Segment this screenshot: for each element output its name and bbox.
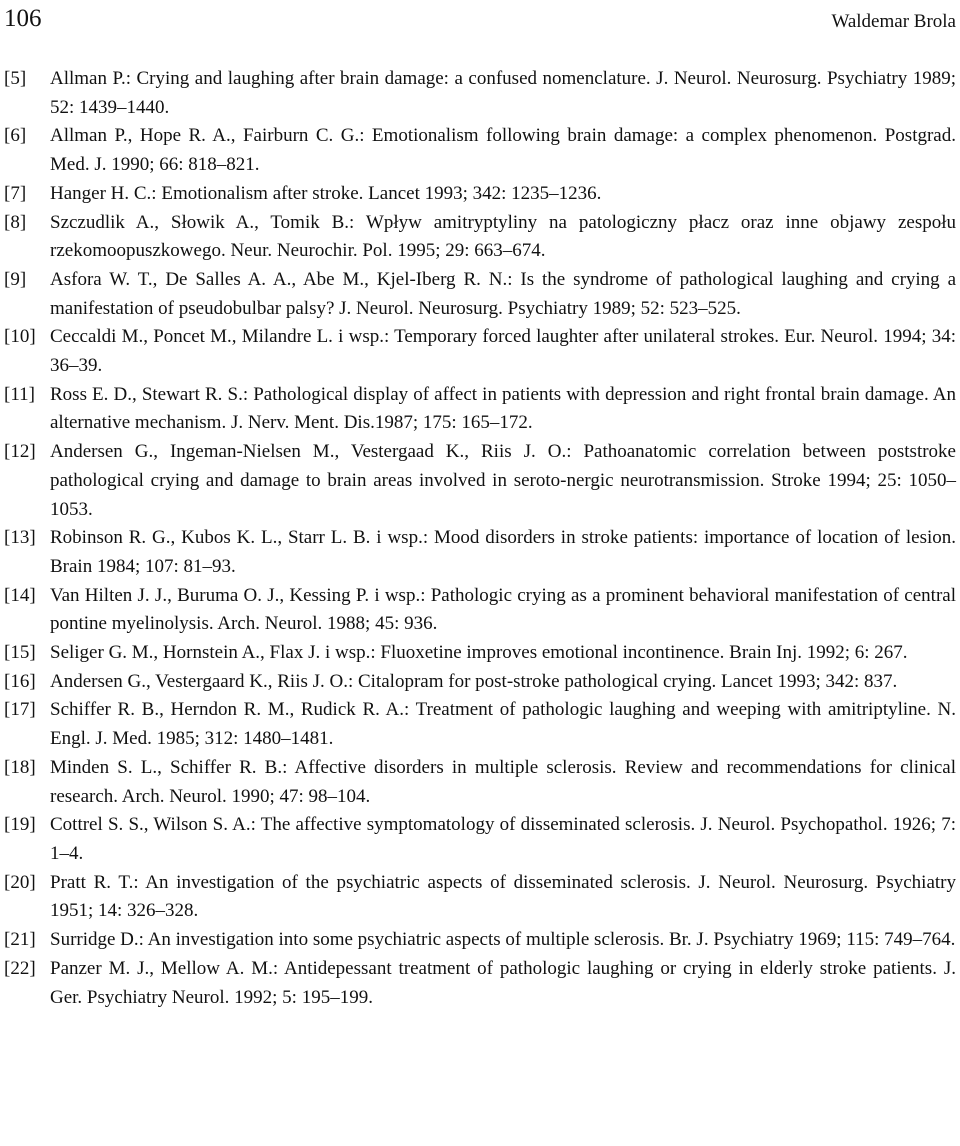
reference-item xyxy=(4,122,956,179)
reference-text: Minden S. L., Schiffer R. B.: Affective disorders in multiple sclerosis. Review and recommendations for clinical research. Arch. Neurol. 1990; 47: 98–104. xyxy=(50,756,956,807)
reference-item xyxy=(4,524,956,581)
reference-item xyxy=(4,180,956,209)
reference-item xyxy=(4,323,956,380)
reference-text: Robinson R. G., Kubos K. L., Starr L. B. i wsp.: Mood disorders in stroke patients: importance of location of lesion. Brain 1984; 107: 81–93. xyxy=(50,527,956,577)
reference-text: Ceccaldi M., Poncet M., Milandre L. i wsp.: Temporary forced laughter after unilateral strokes. Eur. Neurol. 1994; 34: 36–39. xyxy=(50,326,956,377)
reference-text: Szczudlik A., Słowik A., Tomik B.: Wpływ amitryptyliny na patologiczny płacz oraz inne objawy zespołu rzekomoopuszkowego. Neur. Neurochir. Pol. 1995; 29: 663–674. xyxy=(50,211,956,262)
reference-text: Hanger H. C.: Emotionalism after stroke. Lancet 1993; 342: 1235–1236. xyxy=(50,182,602,204)
reference-item xyxy=(4,955,956,1012)
reference-text: Allman P., Hope R. A., Fairburn C. G.: Emotionalism following brain damage: a complex phenomenon. Postgrad. Med. J. 1990; 66: 818–821. xyxy=(50,125,956,176)
page-header xyxy=(4,4,956,44)
reference-number: [13] xyxy=(4,527,36,549)
reference-number: [17] xyxy=(4,699,36,721)
reference-item xyxy=(4,926,956,955)
reference-text: Van Hilten J. J., Buruma O. J., Kessing P. i wsp.: Pathologic crying as a prominent behavioral manifestation of central pontine myelinolysis. Arch. Neurol. 1988; 45: 936. xyxy=(50,584,956,635)
reference-item xyxy=(4,696,956,753)
reference-item xyxy=(4,869,956,926)
reference-number: [14] xyxy=(4,584,36,606)
reference-item xyxy=(4,639,956,668)
reference-text: Schiffer R. B., Herndon R. M., Rudick R. A.: Treatment of pathologic laughing and weeping with amitriptyline. N. Engl. J. Med. 1985; 312: 1480–1481. xyxy=(50,699,956,750)
reference-item xyxy=(4,381,956,438)
reference-text: Andersen G., Ingeman-Nielsen M., Vestergaad K., Riis J. O.: Pathoanatomic correlation between poststroke pathological crying and damage to brain areas involved in seroto-nergic neurotransmission. Stroke 1994; 25: 1050–1053. xyxy=(50,441,956,520)
reference-number: [10] xyxy=(4,326,36,348)
reference-item xyxy=(4,266,956,323)
reference-item xyxy=(4,582,956,639)
reference-text: Surridge D.: An investigation into some psychiatric aspects of multiple sclerosis. Br. J. Psychiatry 1969; 115: 749–764. xyxy=(50,929,956,951)
reference-item xyxy=(4,668,956,697)
reference-item xyxy=(4,438,956,524)
reference-text: Allman P.: Crying and laughing after brain damage: a confused nomenclature. J. Neurol. Neurosurg. Psychiatry 1989; 52: 1439–1440. xyxy=(50,68,956,118)
reference-number: [12] xyxy=(4,441,36,463)
reference-item xyxy=(4,209,956,266)
reference-number: [16] xyxy=(4,670,36,692)
reference-list xyxy=(4,65,956,1012)
reference-text: Cottrel S. S., Wilson S. A.: The affective symptomatology of disseminated sclerosis. J. Neurol. Psychopathol. 1926; 7: 1–4. xyxy=(50,814,956,864)
reference-number: [9] xyxy=(4,268,27,290)
page-number: 106 xyxy=(4,5,42,32)
reference-item xyxy=(4,811,956,868)
reference-number: [6] xyxy=(4,125,27,147)
reference-text: Panzer M. J., Mellow A. M.: Antidepessant treatment of pathologic laughing or crying in elderly stroke patients. J. Ger. Psychiatry Neurol. 1992; 5: 195–199. xyxy=(50,957,956,1008)
reference-number: [19] xyxy=(4,814,36,836)
reference-item xyxy=(4,754,956,811)
reference-text: Seliger G. M., Hornstein A., Flax J. i wsp.: Fluoxetine improves emotional incontinence. Brain Inj. 1992; 6: 267. xyxy=(50,642,908,664)
reference-number: [20] xyxy=(4,871,36,893)
reference-number: [5] xyxy=(4,68,27,89)
reference-number: [7] xyxy=(4,182,27,204)
reference-text: Pratt R. T.: An investigation of the psychiatric aspects of disseminated sclerosis. J. Neurol. Neurosurg. Psychiatry 1951; 14: 326–328. xyxy=(50,871,956,922)
reference-text: Andersen G., Vestergaard K., Riis J. O.: Citalopram for post-stroke pathological crying. Lancet 1993; 342: 837. xyxy=(50,670,898,692)
reference-number: [15] xyxy=(4,642,36,664)
running-header-author: Waldemar Brola xyxy=(831,11,956,32)
reference-number: [21] xyxy=(4,929,36,951)
reference-number: [11] xyxy=(4,383,35,405)
reference-text: Ross E. D., Stewart R. S.: Pathological display of affect in patients with depression and right frontal brain damage. An alternative mechanism. J. Nerv. Ment. Dis.1987; 175: 165–172. xyxy=(50,383,956,434)
reference-number: [18] xyxy=(4,756,36,778)
reference-item xyxy=(4,65,956,122)
reference-number: [8] xyxy=(4,211,27,233)
reference-text: Asfora W. T., De Salles A. A., Abe M., Kjel-Iberg R. N.: Is the syndrome of pathological laughing and crying a manifestation of pseudobulbar palsy? J. Neurol. Neurosurg. Psychiatry 1989; 52: 523–525. xyxy=(50,268,956,319)
reference-number: [22] xyxy=(4,957,36,979)
